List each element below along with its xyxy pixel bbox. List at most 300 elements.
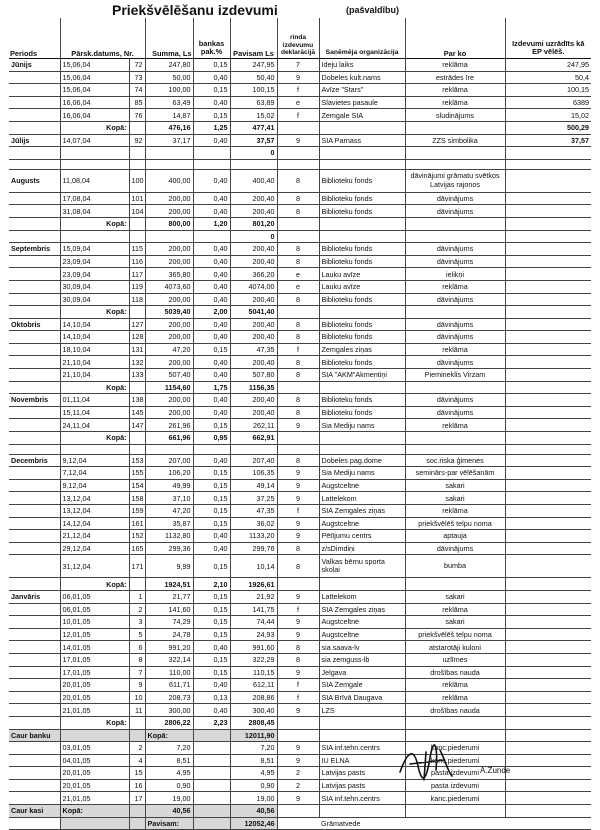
empty-cell [230, 444, 277, 454]
date-cell: 9,12,04 [60, 454, 129, 467]
number-cell: 147 [129, 419, 145, 432]
period-cell [9, 96, 60, 109]
table-row [9, 280, 591, 293]
declaration-row-cell: 9 [277, 492, 319, 505]
empty-cell [60, 729, 129, 742]
sum-cell: 5039,40 [145, 306, 193, 319]
empty-cell [319, 147, 405, 160]
subtotal-label: Kopā: [60, 217, 129, 230]
purpose-cell: dāvinājums [405, 318, 505, 331]
subtotal-row [9, 217, 591, 230]
empty-cell [129, 432, 145, 445]
ep-cell [505, 192, 591, 205]
total-cell: 200,40 [230, 331, 277, 344]
purpose-cell: kanc.piederumi [405, 792, 505, 805]
period-cell: Augusts [9, 169, 60, 192]
number-cell: 101 [129, 192, 145, 205]
total-cell: 110,15 [230, 666, 277, 679]
sum-cell: 8,51 [145, 754, 193, 767]
number-cell: 4 [129, 754, 145, 767]
table-row [9, 779, 591, 792]
bank-fee-cell: 0,15 [193, 603, 230, 616]
table-row [9, 293, 591, 306]
table-row [9, 331, 591, 344]
bank-fee-cell: 0,40 [193, 96, 230, 109]
total-cell: 8,51 [230, 754, 277, 767]
total-cell: 300,40 [230, 704, 277, 717]
date-cell: 21,10,04 [60, 369, 129, 382]
number-cell: 161 [129, 517, 145, 530]
bank-fee-cell: 0,40 [193, 331, 230, 344]
purpose-cell: reklāma [405, 84, 505, 97]
sum-cell: 261,96 [145, 419, 193, 432]
date-cell: 14,07,04 [60, 134, 129, 147]
total-cell: 2808,45 [230, 716, 277, 729]
purpose-cell: dāvinājums [405, 356, 505, 369]
period-cell [9, 779, 60, 792]
recipient-cell: sia saava-lv [319, 641, 405, 654]
ep-cell [505, 679, 591, 692]
table-row [9, 419, 591, 432]
sum-cell: 37,17 [145, 134, 193, 147]
bank-fee-cell: 2,00 [193, 306, 230, 319]
purpose-cell: aptauja [405, 530, 505, 543]
recipient-cell: SIA inf.tehn.centrs [319, 742, 405, 755]
ep-cell [505, 578, 591, 591]
table-row [9, 255, 591, 268]
empty-cell [277, 716, 319, 729]
recipient-cell: Biblioteku fonds [319, 394, 405, 407]
recipient-cell: Slavietes pasaule [319, 96, 405, 109]
purpose-cell: bumba [405, 555, 505, 578]
declaration-row-cell: 8 [277, 255, 319, 268]
declaration-row-cell: 7 [277, 59, 319, 72]
sum-cell: 2806,22 [145, 716, 193, 729]
bank-fee-cell: 1,25 [193, 121, 230, 134]
total-cell: 200,40 [230, 255, 277, 268]
declaration-row-cell: 9 [277, 616, 319, 629]
empty-cell [9, 381, 60, 394]
sum-cell: 7,20 [145, 742, 193, 755]
declaration-row-cell: 8 [277, 318, 319, 331]
sum-cell: 49,99 [145, 479, 193, 492]
bank-fee-cell: 0,40 [193, 356, 230, 369]
period-cell: Caur banku [9, 729, 60, 742]
declaration-row-cell: 8 [277, 356, 319, 369]
purpose-cell: seminārs-par vēlēšanām [405, 467, 505, 480]
date-cell: 9,12,04 [60, 479, 129, 492]
purpose-cell: dāvinājums [405, 394, 505, 407]
ep-cell [505, 479, 591, 492]
date-cell: 15,06,04 [60, 59, 129, 72]
sum-cell: 991,20 [145, 641, 193, 654]
empty-cell [9, 121, 60, 134]
recipient-cell: Dobeles pag.dome [319, 454, 405, 467]
ep-cell: 50,4 [505, 71, 591, 84]
recipient-cell: Zemgales ziņas [319, 343, 405, 356]
table-row [9, 192, 591, 205]
total-cell: 0 [230, 230, 277, 243]
ep-cell: 6389 [505, 96, 591, 109]
total-cell: 5041,40 [230, 306, 277, 319]
empty-cell [405, 121, 505, 134]
purpose-cell: reklāma [405, 59, 505, 72]
table-row [9, 134, 591, 147]
period-cell [9, 479, 60, 492]
recipient-cell: Biblioteku fonds [319, 192, 405, 205]
total-cell: 200,40 [230, 243, 277, 256]
total-cell: 37,57 [230, 134, 277, 147]
number-cell: 132 [129, 356, 145, 369]
empty-cell [9, 230, 60, 243]
bank-fee-cell [193, 742, 230, 755]
period-cell: Novembris [9, 394, 60, 407]
number-cell: 131 [129, 343, 145, 356]
recipient-cell: Biblioteku fonds [319, 406, 405, 419]
period-cell: Septembris [9, 243, 60, 256]
purpose-cell: dāvinājums [405, 331, 505, 344]
date-cell: 03,01,05 [60, 742, 129, 755]
date-cell: 18,10,04 [60, 343, 129, 356]
bank-total-row [9, 729, 591, 742]
period-cell [9, 767, 60, 780]
empty-cell [277, 121, 319, 134]
bank-fee-cell: 0,40 [193, 255, 230, 268]
ep-cell [505, 356, 591, 369]
ep-cell [505, 406, 591, 419]
table-row [9, 704, 591, 717]
ep-cell [505, 492, 591, 505]
table-row [9, 169, 591, 192]
empty-cell [277, 805, 319, 818]
empty-cell [129, 729, 145, 742]
col-purpose: Par ko [405, 18, 505, 59]
declaration-row-cell: 8 [277, 394, 319, 407]
period-cell [9, 691, 60, 704]
empty-cell [145, 230, 193, 243]
total-cell: 37,25 [230, 492, 277, 505]
purpose-cell: dāvinājumi grāmatu svētkos Latvijas rajonos [405, 169, 505, 192]
ep-cell [505, 704, 591, 717]
number-cell: 104 [129, 205, 145, 218]
date-cell: 15,06,04 [60, 71, 129, 84]
empty-cell [193, 805, 230, 818]
number-cell: 8 [129, 653, 145, 666]
recipient-cell: Dobeles kult.nams [319, 71, 405, 84]
empty-cell [505, 817, 591, 830]
date-cell: 15,09,04 [60, 243, 129, 256]
table-row [9, 71, 591, 84]
total-cell: 208,86 [230, 691, 277, 704]
ep-cell: 500,29 [505, 121, 591, 134]
subtotal-label: Kopā: [60, 306, 129, 319]
bank-fee-cell: 0,40 [193, 169, 230, 192]
declaration-row-cell: 2 [277, 779, 319, 792]
empty-cell [60, 444, 129, 454]
bank-fee-cell: 0,15 [193, 467, 230, 480]
table-row [9, 343, 591, 356]
table-row [9, 616, 591, 629]
total-cell: 19,00 [230, 792, 277, 805]
empty-cell [319, 432, 405, 445]
sum-cell: 400,00 [145, 169, 193, 192]
total-cell: 366,20 [230, 268, 277, 281]
total-cell: 207,40 [230, 454, 277, 467]
recipient-cell: sia zemguss-lb [319, 653, 405, 666]
sum-cell: 1132,80 [145, 530, 193, 543]
period-cell [9, 530, 60, 543]
purpose-cell: sakari [405, 479, 505, 492]
number-cell: 10 [129, 691, 145, 704]
number-cell: 128 [129, 331, 145, 344]
empty-cell [129, 121, 145, 134]
sum-cell: 200,00 [145, 205, 193, 218]
table-body [9, 59, 591, 830]
recipient-cell: Ideju laiks [319, 59, 405, 72]
subtotal-label: Kopā: [60, 381, 129, 394]
date-cell: 15,06,04 [60, 84, 129, 97]
empty-cell [277, 230, 319, 243]
sum-cell: 476,16 [145, 121, 193, 134]
date-cell: 16,06,04 [60, 96, 129, 109]
ep-cell [505, 754, 591, 767]
declaration-row-cell: 8 [277, 243, 319, 256]
empty-cell [277, 159, 319, 169]
declaration-row-cell: e [277, 268, 319, 281]
purpose-cell: ielikņi [405, 268, 505, 281]
total-cell: 247,95 [230, 59, 277, 72]
date-cell: 11,08,04 [60, 169, 129, 192]
table-row [9, 406, 591, 419]
empty-cell [129, 716, 145, 729]
declaration-row-cell: 9 [277, 134, 319, 147]
declaration-row-cell: 9 [277, 792, 319, 805]
empty-cell [193, 159, 230, 169]
total-cell: 1133,20 [230, 530, 277, 543]
ep-cell [505, 467, 591, 480]
bank-fee-cell [193, 754, 230, 767]
recipient-cell: SIA Parnass [319, 134, 405, 147]
empty-cell [9, 817, 60, 830]
ep-cell [505, 779, 591, 792]
period-cell [9, 369, 60, 382]
recipient-cell: Biblioteku fonds [319, 331, 405, 344]
total-cell: 507,80 [230, 369, 277, 382]
table-row [9, 590, 591, 603]
bank-fee-cell: 0,40 [193, 369, 230, 382]
ep-cell [505, 742, 591, 755]
recipient-cell: SIA Zemgale [319, 679, 405, 692]
bank-fee-cell: 0,40 [193, 192, 230, 205]
period-cell [9, 616, 60, 629]
date-cell: 21,01,05 [60, 704, 129, 717]
ep-cell [505, 628, 591, 641]
declaration-row-cell: 9 [277, 479, 319, 492]
subtotal-row [9, 716, 591, 729]
empty-cell [9, 306, 60, 319]
date-cell: 31,12,04 [60, 555, 129, 578]
declaration-row-cell: 9 [277, 419, 319, 432]
period-cell [9, 406, 60, 419]
bank-fee-cell: 1,75 [193, 381, 230, 394]
expense-table [9, 18, 591, 830]
empty-cell [319, 805, 405, 818]
ep-cell [505, 517, 591, 530]
total-cell: 0,90 [230, 779, 277, 792]
period-cell [9, 603, 60, 616]
date-cell: 21,10,04 [60, 356, 129, 369]
period-cell [9, 331, 60, 344]
document-subtitle: (pašvaldību) [346, 5, 400, 15]
table-row [9, 109, 591, 122]
number-cell: 117 [129, 268, 145, 281]
date-cell: 20,01,05 [60, 679, 129, 692]
empty-cell [505, 729, 591, 742]
purpose-cell: kanc.piederumi [405, 742, 505, 755]
total-cell: 200,40 [230, 205, 277, 218]
number-cell: 16 [129, 779, 145, 792]
total-cell: 106,35 [230, 467, 277, 480]
bank-fee-cell: 0,15 [193, 555, 230, 578]
date-cell: 7,12,04 [60, 467, 129, 480]
recipient-cell: SIA Zemgales ziņas [319, 505, 405, 518]
declaration-row-cell: f [277, 691, 319, 704]
number-cell: 74 [129, 84, 145, 97]
recipient-cell: Augstceltne [319, 517, 405, 530]
total-cell: 24,93 [230, 628, 277, 641]
subtotal-label: Kopā: [60, 432, 129, 445]
bank-fee-cell: 0,40 [193, 293, 230, 306]
subtotal-label: Kopā: [60, 805, 129, 818]
empty-cell [230, 159, 277, 169]
total-cell: 141,75 [230, 603, 277, 616]
period-cell [9, 205, 60, 218]
table-row [9, 492, 591, 505]
table-row [9, 356, 591, 369]
purpose-cell: pasta izdevumi [405, 779, 505, 792]
date-cell: 14,10,04 [60, 318, 129, 331]
subtotal-row [9, 381, 591, 394]
sum-cell: 63,49 [145, 96, 193, 109]
total-cell: 40,56 [230, 805, 277, 818]
sum-cell: 300,00 [145, 704, 193, 717]
empty-cell [319, 230, 405, 243]
recipient-cell: Avīze "Stars" [319, 84, 405, 97]
document-title: Priekšvēlēšanu izdevumi [112, 2, 278, 18]
period-cell [9, 492, 60, 505]
period-cell [9, 84, 60, 97]
sum-cell: 207,00 [145, 454, 193, 467]
subtotal-row [9, 306, 591, 319]
sum-cell: 4073,60 [145, 280, 193, 293]
date-cell: 23,09,04 [60, 255, 129, 268]
date-cell: 23,09,04 [60, 268, 129, 281]
purpose-cell: sakari [405, 616, 505, 629]
total-cell: 0 [230, 147, 277, 160]
ep-cell: 100,15 [505, 84, 591, 97]
recipient-cell: Augstceltne [319, 628, 405, 641]
total-cell: 4074,00 [230, 280, 277, 293]
ep-cell [505, 217, 591, 230]
recipient-cell: Augstceltne [319, 616, 405, 629]
declaration-row-cell: 8 [277, 542, 319, 555]
subtotal-label: Kopā: [60, 121, 129, 134]
date-cell: 20,01,05 [60, 691, 129, 704]
sum-cell: 800,00 [145, 217, 193, 230]
table-row [9, 641, 591, 654]
ep-cell [505, 343, 591, 356]
col-period: Periods [9, 18, 60, 59]
date-cell: 06,01,05 [60, 590, 129, 603]
bank-fee-cell: 0,15 [193, 517, 230, 530]
purpose-cell: priekšvēlēš telpu noma [405, 517, 505, 530]
sum-cell: 24,78 [145, 628, 193, 641]
total-cell: 7,20 [230, 742, 277, 755]
ep-cell [505, 691, 591, 704]
ep-cell [505, 280, 591, 293]
grand-total-row [9, 817, 591, 830]
empty-cell [405, 578, 505, 591]
bank-fee-cell: 0,40 [193, 280, 230, 293]
date-cell: 21,01,05 [60, 792, 129, 805]
table-row [9, 454, 591, 467]
sum-cell: 200,00 [145, 318, 193, 331]
empty-cell [9, 217, 60, 230]
recipient-cell: Biblioteku fonds [319, 356, 405, 369]
date-cell: 20,01,05 [60, 779, 129, 792]
bank-fee-cell: 2,23 [193, 716, 230, 729]
purpose-cell: priekšvēlēš telpu noma [405, 628, 505, 641]
empty-cell [60, 159, 129, 169]
sum-cell: 35,87 [145, 517, 193, 530]
declaration-row-cell: 9 [277, 71, 319, 84]
empty-cell [405, 217, 505, 230]
table-row [9, 479, 591, 492]
empty-cell [129, 159, 145, 169]
empty-cell [405, 306, 505, 319]
empty-cell [145, 444, 193, 454]
ep-cell [505, 641, 591, 654]
total-cell: 1156,35 [230, 381, 277, 394]
number-cell: 118 [129, 293, 145, 306]
declaration-row-cell: 9 [277, 517, 319, 530]
ep-cell [505, 318, 591, 331]
ep-cell [505, 555, 591, 578]
bank-fee-cell: 0,15 [193, 628, 230, 641]
declaration-row-cell: f [277, 679, 319, 692]
number-cell: 85 [129, 96, 145, 109]
bank-fee-cell: 0,40 [193, 530, 230, 543]
spacer-row [9, 444, 591, 454]
empty-cell [505, 805, 591, 818]
sum-cell: 100,00 [145, 84, 193, 97]
total-cell: 200,40 [230, 406, 277, 419]
sum-cell: 322,14 [145, 653, 193, 666]
table-row [9, 628, 591, 641]
empty-cell [319, 121, 405, 134]
date-cell: 20,01,05 [60, 767, 129, 780]
col-bank-fee: bankas pak.% [193, 18, 230, 59]
col-date-nr: Pārsk.datums, Nr. [60, 18, 145, 59]
sum-cell: 200,00 [145, 331, 193, 344]
sum-cell: 611,71 [145, 679, 193, 692]
sum-cell: 37,10 [145, 492, 193, 505]
recipient-cell: Latvijas pasts [319, 767, 405, 780]
purpose-cell: sakari [405, 492, 505, 505]
empty-cell [60, 817, 129, 830]
purpose-cell: reklāma [405, 691, 505, 704]
sum-cell: 47,20 [145, 505, 193, 518]
